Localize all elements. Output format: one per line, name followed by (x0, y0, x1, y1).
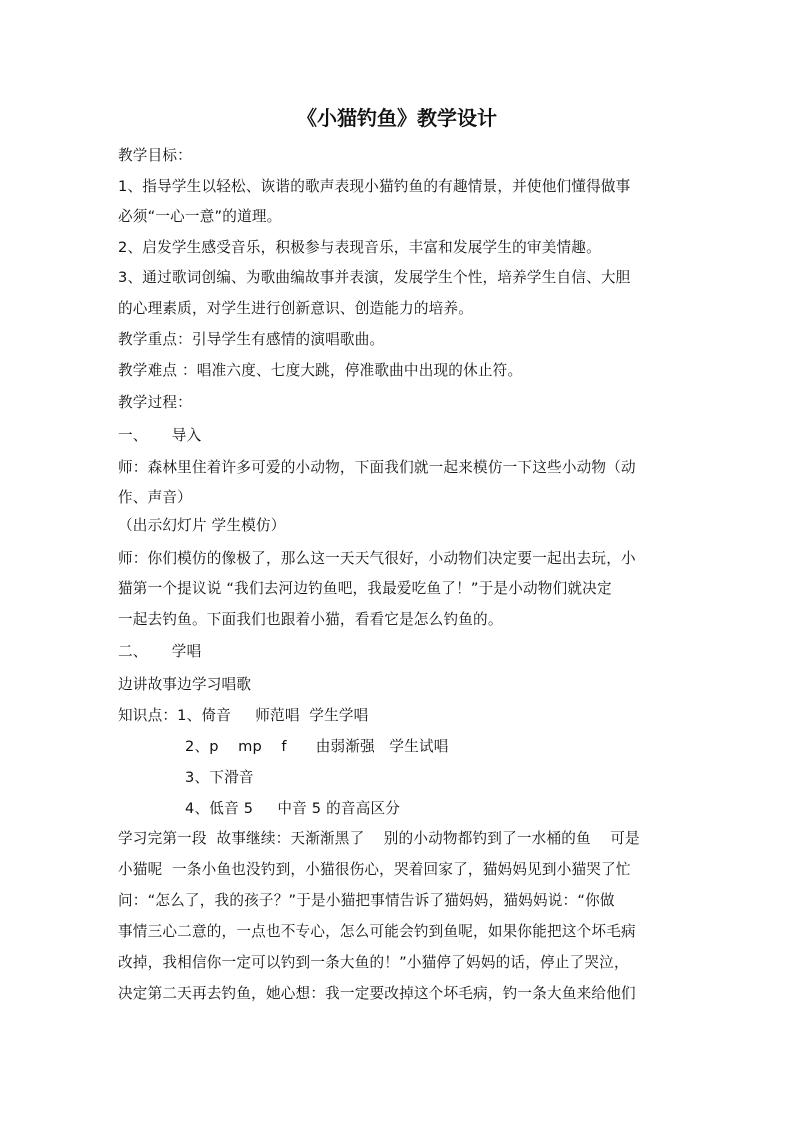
text-line: 作、声音） (118, 489, 192, 506)
section-heading: 二、 学唱 (118, 643, 202, 660)
text-line: 必须“一心一意”的道理。 (118, 208, 282, 225)
document-title: 《小猫钓鱼》教学设计 (297, 106, 497, 130)
text-line: （出示幻灯片 学生模仿） (118, 517, 286, 534)
text-line: 师：你们模仿的像极了，那么这一天天气很好，小动物们决定要一起出去玩，小 (118, 550, 636, 567)
text-line: 教学重点：引导学生有感情的演唱歌曲。 (118, 331, 385, 348)
text-line: 学习完第一段 故事继续：天渐渐黑了 别的小动物都钓到了一水桶的鱼 可是 (118, 830, 640, 847)
text-line: 4、低音 5 中音 5 的音高区分 (185, 800, 401, 817)
text-line: 边讲故事边学习唱歌 (118, 676, 252, 693)
text-line: 教学难点 ：唱准六度、七度大跳，停准歌曲中出现的休止符。 (118, 362, 523, 379)
text-line: 师：森林里住着许多可爱的小动物，下面我们就一起来模仿一下这些小动物（动 (118, 459, 636, 476)
text-line: 改掉，我相信你一定可以钓到一条大鱼的！”小猫停了妈妈的话，停止了哭泣， (118, 954, 629, 971)
text-line: 问：“怎么了，我的孩子？”于是小猫把事情告诉了猫妈妈，猫妈妈说：“你做 (118, 892, 615, 909)
text-line: 的心理素质，对学生进行创新意识、创造能力的培养。 (118, 300, 474, 317)
text-line: 3、下滑音 (185, 769, 254, 786)
text-line: 知识点：1、倚音 师范唱 学生学唱 (118, 707, 369, 724)
text-line: 事情三心二意的，一点也不专心，怎么可能会钓到鱼呢，如果你能把这个坏毛病 (118, 923, 636, 940)
text-line: 2、启发学生感受音乐，积极参与表现音乐，丰富和发展学生的审美情趣。 (118, 239, 601, 256)
text-line: 教学过程： (118, 394, 192, 411)
text-line: 教学目标： (118, 147, 192, 164)
section-heading: 一、 导入 (118, 427, 202, 444)
text-line: 小猫呢 一条小鱼也没钓到，小猫很伤心，哭着回家了，猫妈妈见到小猫哭了忙 (118, 861, 631, 878)
text-line: 3、通过歌词创编、为歌曲编故事并表演，发展学生个性，培养学生自信、大胆 (118, 269, 631, 286)
text-line: 1、指导学生以轻松、诙谐的歌声表现小猫钓鱼的有趣情景，并使他们懂得做事 (118, 178, 631, 195)
text-line: 2、p mp f 由弱渐强 学生试唱 (185, 738, 449, 755)
text-line: 猫第一个提议说 “我们去河边钓鱼吧，我最爱吃鱼了！”于是小动物们就决定 (118, 580, 612, 597)
text-line: 一起去钓鱼。下面我们也跟着小猫，看看它是怎么钓鱼的。 (118, 611, 503, 628)
text-line: 决定第二天再去钓鱼，她心想：我一定要改掉这个坏毛病，钓一条大鱼来给他们 (118, 985, 636, 1002)
